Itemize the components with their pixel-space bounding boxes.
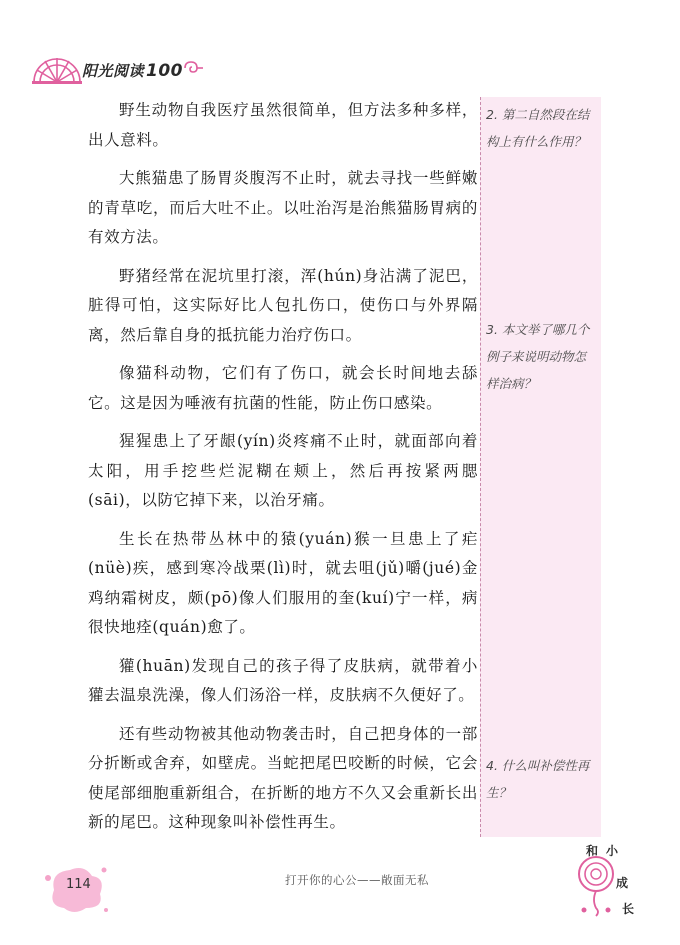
brand-number: 100	[146, 61, 184, 81]
question-2: 2. 第二自然段在结构上有什么作用？	[486, 107, 590, 149]
page-number: 114	[66, 877, 91, 892]
seal-char-3: 成	[616, 876, 629, 890]
paragraph-5: 猩猩患上了牙龈(yín)炎疼痛不止时，就面部向着太阳，用手挖些烂泥糊在颊上，然后再按紧两腮(sāi)，以防它掉下来，以治牙痛。	[88, 432, 478, 509]
paragraph-7: 獾(huān)发现自己的孩子得了皮肤病，就带着小獾去温泉洗澡，像人们汤浴一样，皮肤病不久便好了。	[88, 656, 478, 704]
brand-text: 阳光阅读	[82, 62, 145, 80]
question-4: 4. 什么叫补偿性再生？	[486, 758, 590, 800]
paragraph-3: 野猪经常在泥坑里打滚，浑(hún)身沾满了泥巴，脏得可怕，这实际好比人包扎伤口，使伤口与外界隔离，然后靠自身的抵抗能力治疗伤口。	[88, 266, 478, 344]
paragraph-2: 大熊猫患了肠胃炎腹泻不止时，就去寻找一些鲜嫩的青草吃，而后大吐不止。以吐治泻是治熊猫肠胃病的有效方法。	[88, 169, 478, 246]
paragraph-4: 像猫科动物，它们有了伤口，就会长时间地去舔它。这是因为唾液有抗菌的性能，防止伤口感染。	[88, 364, 478, 412]
seal-char-1: 和	[586, 844, 599, 858]
question-sidebar	[480, 97, 601, 837]
swirl-icon	[182, 60, 204, 76]
seal-char-2: 小	[606, 844, 619, 858]
seal-char-4: 长	[622, 902, 635, 916]
paragraph-1: 野生动物自我医疗虽然很简单，但方法多种多样，出人意料。	[88, 101, 478, 149]
paragraph-6: 生长在热带丛林中的猿(yuán)猴一旦患上了疟(nüè)疾，感到寒冷战栗(lì)时，就去咀(jǔ)嚼(jué)金鸡纳霜树皮，颇(pō)像人们服用的奎(kuí)宁一样，病很快地痊(quán)愈了。	[88, 529, 478, 636]
brand-title	[82, 60, 183, 81]
question-3: 3. 本文举了哪几个例子来说明动物怎样治病？	[486, 322, 590, 391]
paragraph-8: 还有些动物被其他动物袭击时，自己把身体的一部分折断或舍弃，如壁虎。当蛇把尾巴咬断的时候，它会使尾部细胞重新组合，在折断的地方不久又会重新长出新的尾巴。这种现象叫补偿性再生。	[88, 724, 478, 831]
header-logo	[30, 52, 210, 92]
sun-fan-icon	[30, 52, 84, 84]
article-body	[88, 96, 478, 847]
footer-motto: 打开你的心公——敞面无私	[285, 873, 429, 887]
